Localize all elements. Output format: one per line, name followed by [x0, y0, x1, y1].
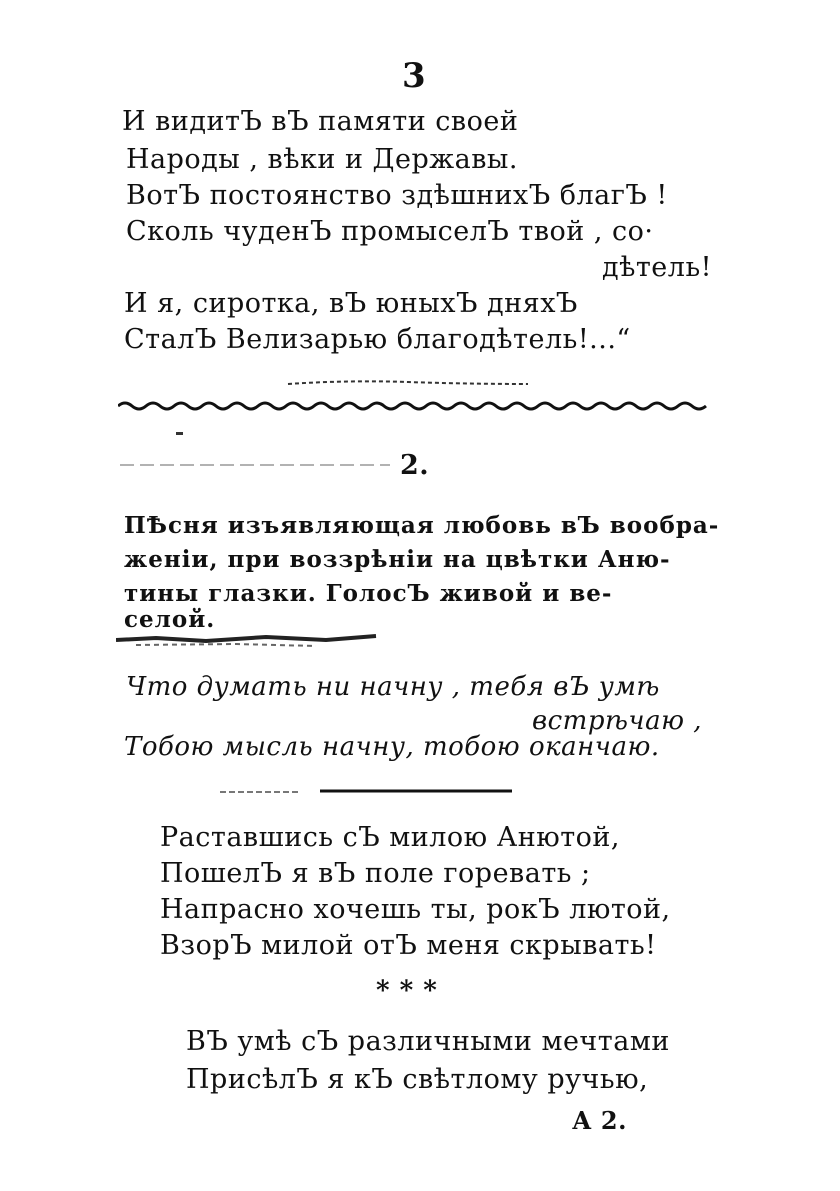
verse-line: И я, сиротка, вЪ юныхЪ дняхЪ: [124, 288, 578, 319]
verse-line: СталЪ Велизарью благодѣтель!...“: [124, 324, 631, 355]
song-title-line: женіи, при воззрѣніи на цвѣтки Аню-: [124, 546, 671, 573]
epigraph-line: Что думать ни начну , тебя вЪ умѣ: [126, 672, 660, 702]
signature-mark: А 2.: [572, 1106, 627, 1135]
verse-line: ВЪ умѣ сЪ различными мечтами: [186, 1026, 670, 1057]
verse-line: И видитЪ вЪ памяти своей: [122, 106, 519, 137]
rough-rule: [116, 630, 386, 650]
epigraph-line: Тобою мысль начну, тобою оканчаю.: [124, 732, 660, 762]
song-title-line: тины глазки. ГолосЪ живой и ве-: [124, 580, 613, 607]
verse-line: Сколь чуденЪ промыселЪ твой , со·: [126, 216, 654, 247]
ink-speck: [176, 432, 183, 435]
verse-line: Народы , вѣки и Державы.: [126, 144, 518, 175]
section-number: 2.: [400, 450, 430, 481]
page-number: 3: [402, 56, 427, 96]
song-title-line: селой.: [124, 606, 216, 633]
epigraph-line-continuation: встрѣчаю ,: [531, 706, 702, 736]
verse-line: Раставшись сЪ милою Анютой,: [160, 822, 620, 853]
verse-line: Напрасно хочешь ты, рокЪ лютой,: [160, 894, 671, 925]
ornamental-divider: [118, 376, 718, 416]
star-separator: * * *: [376, 976, 438, 1006]
verse-line: ВотЪ постоянство здѣшнихЪ благЪ !: [126, 180, 668, 211]
verse-line: ВзорЪ милой отЪ меня скрывать!: [160, 930, 657, 961]
verse-line-continuation: дѣтель!: [601, 252, 712, 283]
song-title-line: ПѢсня изъявляющая любовь вЪ вообра-: [124, 512, 720, 539]
verse-line: ПошелЪ я вЪ поле горевать ;: [160, 858, 591, 889]
verse-line: ПрисѣлЪ я кЪ свѣтлому ручью,: [186, 1064, 649, 1095]
faint-rule: [120, 460, 400, 470]
short-rule: [200, 784, 520, 798]
